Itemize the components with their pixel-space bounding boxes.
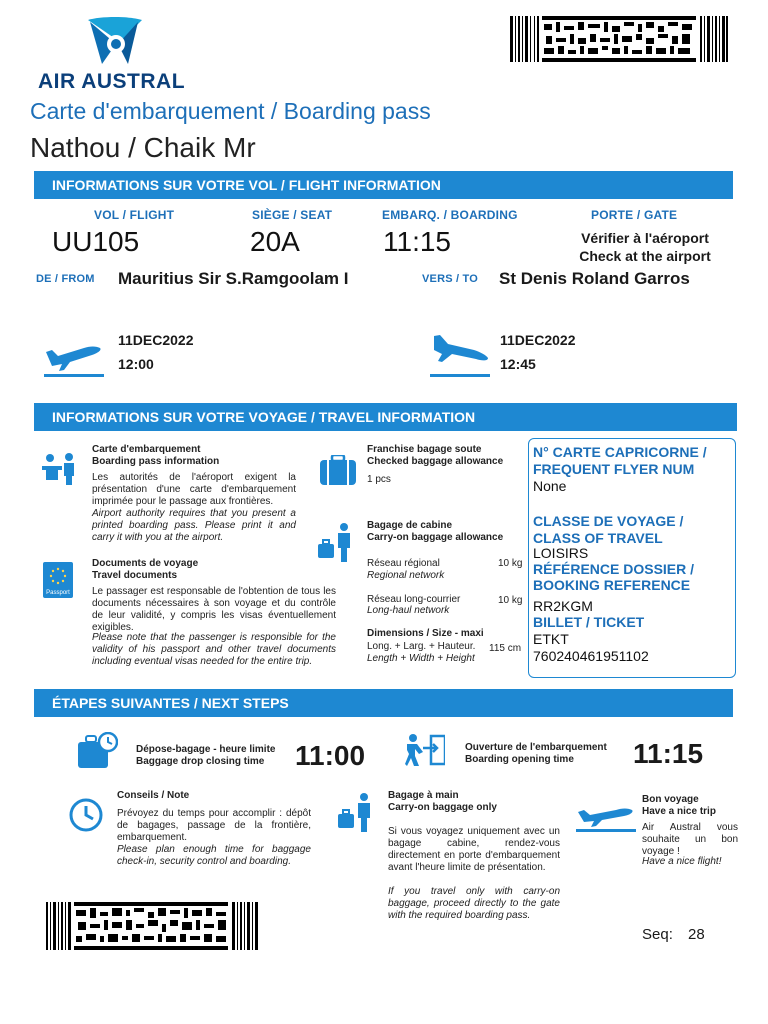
airline-name: AIR AUSTRAL [38, 70, 186, 93]
departure-time: 12:00 [118, 356, 154, 372]
ff-value: None [533, 478, 567, 494]
air-austral-logo [80, 14, 150, 70]
bp-text-en: Airport authority requires that you present a printed boarding pass. Please print it and carry it with you at the airport. [92, 508, 296, 543]
cabin-title-en: Carry-on baggage allowance [367, 532, 504, 543]
takeoff-plane-icon [44, 334, 106, 378]
dims-title: Dimensions / Size - maxi [367, 628, 484, 639]
bag-drop-fr: Dépose-bagage - heure limite [136, 744, 276, 755]
checked-title-en: Checked baggage allowance [367, 456, 504, 467]
class-value: LOISIRS [533, 545, 589, 561]
landing-plane-icon [430, 330, 492, 378]
dimensions-title [367, 628, 484, 640]
seat-label: SIÈGE / SEAT [252, 208, 333, 222]
bag-drop-time: 11:00 [295, 740, 366, 771]
ff-title-en: FREQUENT FLYER NUM [533, 461, 695, 477]
ticket-type: ETKT [533, 631, 569, 647]
travel-info-header: INFORMATIONS SUR VOTRE VOYAGE / TRAVEL INFORMATION [34, 403, 737, 431]
ticket-number: 760240461951102 [533, 648, 649, 664]
dimensions-value: 115 cm [489, 643, 522, 654]
boarding-open-fr: Ouverture de l'embarquement [465, 742, 607, 753]
boarding-open-en: Boarding opening time [465, 754, 574, 765]
checked-baggage-title [367, 444, 527, 468]
suitcase-icon [320, 455, 356, 485]
bp-title-en: Boarding pass information [92, 456, 220, 467]
longhaul-network-en: Long-haul network [367, 605, 450, 616]
carry-title-fr: Bagage à main [388, 790, 459, 801]
bag-drop-title [136, 744, 296, 768]
clock-icon [68, 797, 104, 833]
next-steps-header: ÉTAPES SUIVANTES / NEXT STEPS [34, 689, 733, 717]
boarding-open-title [465, 742, 625, 766]
dimensions-fr: Long. + Larg. + Hauteur. [367, 641, 476, 652]
document-title: Carte d'embarquement / Boarding pass [30, 98, 431, 124]
docs-text-fr: Le passager est responsable de l'obtention de tous les documents nécessaires à son voyage et du contrôle de leur validité, y compris les visas éventuellement exigibles. [92, 586, 336, 633]
advice-text-fr: Prévoyez du temps pour accomplir : dépôt de bagages, passage de la frontière, embarquement. [117, 808, 311, 843]
baggage-clock-icon [78, 732, 118, 768]
class-title-fr: CLASSE DE VOYAGE / [533, 513, 684, 529]
advice-text-en: Please plan enough time for baggage check-in, security control and boarding. [117, 844, 311, 867]
regional-network-value: 10 kg [498, 558, 523, 569]
boarding-time: 11:15 [383, 226, 451, 257]
carry-on-title [388, 790, 568, 814]
seat-number: 20A [250, 226, 300, 257]
flight-label: VOL / FLIGHT [94, 208, 175, 222]
check-in-desk-icon [40, 452, 78, 486]
docs-title-fr: Documents de voyage [92, 558, 199, 569]
booking-ref-value: RR2KGM [533, 598, 593, 614]
passport-icon [43, 562, 73, 598]
carry-on-traveler-icon [336, 792, 376, 832]
longhaul-network-value: 10 kg [498, 595, 523, 606]
qr-barcode-top [510, 16, 728, 62]
booking-ref-title-fr: RÉFÉRENCE DOSSIER / [533, 561, 695, 577]
advice-title [117, 790, 189, 802]
from-airport: Mauritius Sir S.Ramgoolam I [118, 269, 349, 288]
bp-text-fr: Les autorités de l'aéroport exigent la présentation d'une carte d'embarquement imprimée pour le passage aux frontières. [92, 472, 296, 507]
docs-text-en: Please note that the passenger is responsible for the validity of his passport and other travel documents including eventual visas needed for the entire trip. [92, 632, 336, 667]
regional-network-fr: Réseau régional [367, 558, 440, 569]
arrival-date: 11DEC2022 [500, 332, 576, 348]
checked-title-fr: Franchise bagage soute [367, 444, 482, 455]
gate-label: PORTE / GATE [591, 208, 678, 222]
gate-value-fr: Vérifier à l'aéroport [581, 230, 709, 246]
flight-info-header: INFORMATIONS SUR VOTRE VOL / FLIGHT INFORMATION [34, 171, 733, 199]
gate-value-en: Check at the airport [579, 248, 711, 264]
departure-date: 11DEC2022 [118, 332, 194, 348]
traveler-with-bag-icon [316, 522, 356, 562]
plane-icon [576, 802, 638, 832]
bag-drop-en: Baggage drop closing time [136, 756, 265, 767]
bp-title-fr: Carte d'embarquement [92, 444, 201, 455]
boarding-pass-info-title [92, 444, 302, 468]
sequence-number: 28 [688, 926, 705, 943]
carry-on-text-fr: Si vous voyagez uniquement avec un bagage cabine, rendez-vous directement en porte d'embarquement avant l'heure limite de présentation. [388, 826, 560, 873]
cabin-title-fr: Bagage de cabine [367, 520, 453, 531]
to-airport: St Denis Roland Garros [499, 269, 690, 288]
booking-ref-title-en: BOOKING REFERENCE [533, 577, 691, 593]
qr-barcode-bottom [46, 902, 258, 950]
to-label: VERS / TO [422, 273, 478, 285]
carry-on-text-en: If you travel only with carry-on baggage, proceed directly to the gate with the required boarding pass. [388, 886, 560, 921]
bon-voyage-text-fr: Air Austral vous souhaite un bon voyage ! [642, 822, 738, 857]
flight-number: UU105 [52, 226, 140, 257]
arrival-time: 12:45 [500, 356, 536, 372]
bon-voyage-title [642, 794, 752, 818]
trip-title-en: Have a nice trip [642, 806, 716, 817]
docs-title-en: Travel documents [92, 570, 178, 581]
ff-title-fr: N° CARTE CAPRICORNE / [533, 444, 707, 460]
dimensions-en: Length + Width + Height [367, 653, 475, 664]
boarding-label: EMBARQ. / BOARDING [382, 208, 518, 222]
advice-title-text: Conseils / Note [117, 790, 190, 801]
travel-docs-title [92, 558, 302, 582]
passport-icon-label: Passport [46, 590, 70, 596]
ticket-title: BILLET / TICKET [533, 614, 645, 630]
class-title-en: CLASS OF TRAVEL [533, 530, 663, 546]
passenger-name: Nathou / Chaik Mr [30, 132, 256, 163]
cabin-baggage-title [367, 520, 527, 544]
boarding-gate-icon [405, 734, 445, 766]
regional-network-en: Regional network [367, 570, 445, 581]
checked-baggage-value: 1 pcs [367, 474, 391, 485]
longhaul-network-fr: Réseau long-courrier [367, 594, 461, 605]
trip-title-fr: Bon voyage [642, 794, 699, 805]
sequence-label: Seq: [642, 926, 673, 943]
bon-voyage-text-en: Have a nice flight! [642, 856, 722, 867]
boarding-open-time: 11:15 [633, 738, 704, 769]
from-label: DE / FROM [36, 273, 95, 285]
carry-title-en: Carry-on baggage only [388, 802, 497, 813]
